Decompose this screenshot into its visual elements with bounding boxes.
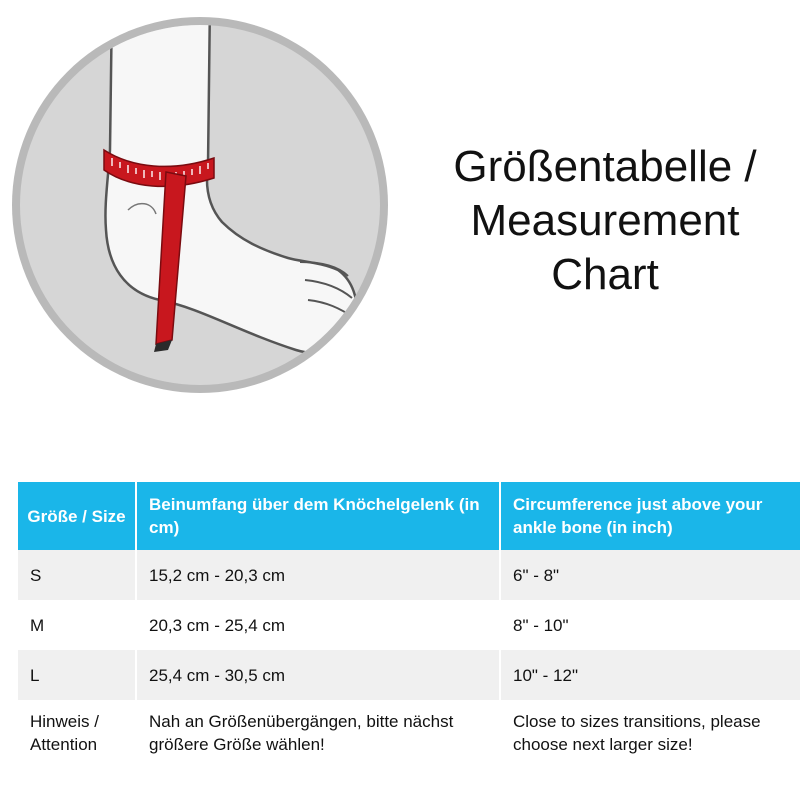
table-row <box>18 650 800 700</box>
inch-cell: 10" - 12" <box>500 650 800 700</box>
inch-cell: 6" - 8" <box>500 550 800 600</box>
table-header-row <box>18 482 800 550</box>
cm-cell: 25,4 cm - 30,5 cm <box>136 650 500 700</box>
header-inch: Circumference just above your ankle bone (in inch) <box>500 482 800 550</box>
note-en: Close to sizes transitions, please choose next larger size! <box>500 700 800 766</box>
size-cell: L <box>18 650 136 700</box>
title-line-2: Measurement <box>470 196 740 245</box>
header-size: Größe / Size <box>18 482 136 550</box>
header-cm: Beinumfang über dem Knöchelgelenk (in cm) <box>136 482 500 550</box>
note-row <box>18 700 800 766</box>
cm-cell: 15,2 cm - 20,3 cm <box>136 550 500 600</box>
page-title <box>420 140 790 302</box>
note-de: Nah an Größenübergängen, bitte nächst größere Größe wählen! <box>136 700 500 766</box>
title-line-3: Chart <box>551 250 659 299</box>
size-table <box>18 482 800 766</box>
table-row <box>18 600 800 650</box>
cm-cell: 20,3 cm - 25,4 cm <box>136 600 500 650</box>
inch-cell: 8" - 10" <box>500 600 800 650</box>
size-cell: S <box>18 550 136 600</box>
note-label: Hinweis / Attention <box>18 700 136 766</box>
ankle-measurement-illustration <box>0 0 400 420</box>
size-cell: M <box>18 600 136 650</box>
table-row <box>18 550 800 600</box>
title-line-1: Größentabelle / <box>453 142 757 191</box>
